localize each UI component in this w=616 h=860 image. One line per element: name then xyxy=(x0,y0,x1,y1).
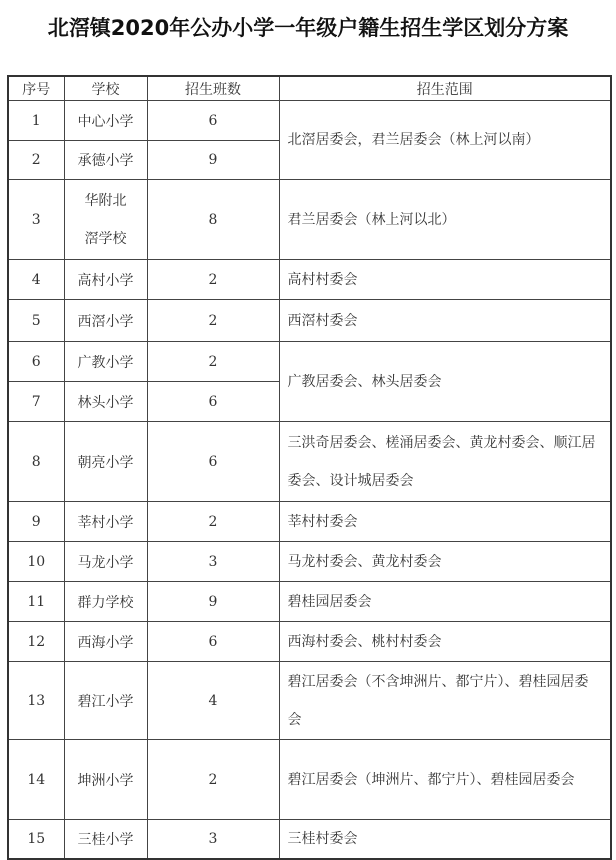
row-school: 马龙小学 xyxy=(64,542,147,582)
row-school: 广教小学 xyxy=(64,342,147,382)
table-row xyxy=(8,542,611,582)
row-no: 4 xyxy=(8,260,64,300)
row-range: 君兰居委会（林上河以北） xyxy=(279,180,611,260)
table-row xyxy=(8,740,611,820)
row-school: 中心小学 xyxy=(64,101,147,141)
row-school: 朝亮小学 xyxy=(64,422,147,502)
row-classes: 2 xyxy=(147,502,279,542)
table-row xyxy=(8,820,611,860)
row-range: 马龙村委会、黄龙村委会 xyxy=(279,542,611,582)
row-classes: 3 xyxy=(147,820,279,860)
row-no: 12 xyxy=(8,622,64,662)
row-range: 莘村村委会 xyxy=(279,502,611,542)
row-range: 西海村委会、桃村村委会 xyxy=(279,622,611,662)
table-row xyxy=(8,662,611,740)
row-no: 14 xyxy=(8,740,64,820)
header-school: 学校 xyxy=(64,76,147,101)
row-range: 碧江居委会（坤洲片、都宁片）、碧桂园居委会 xyxy=(279,740,611,820)
row-range: 北滘居委会，君兰居委会（林上河以南） xyxy=(279,101,611,180)
row-classes: 6 xyxy=(147,382,279,422)
row-classes: 4 xyxy=(147,662,279,740)
row-school: 华附北滘学校 xyxy=(64,180,147,260)
row-classes: 8 xyxy=(147,180,279,260)
table-row xyxy=(8,300,611,342)
row-no: 9 xyxy=(8,502,64,542)
row-school: 承德小学 xyxy=(64,141,147,180)
row-school: 三桂小学 xyxy=(64,820,147,860)
row-no: 8 xyxy=(8,422,64,502)
table-row xyxy=(8,180,611,260)
row-school: 西海小学 xyxy=(64,622,147,662)
document-title: 北滘镇2020年公办小学一年级户籍生招生学区划分方案 xyxy=(47,16,569,40)
row-school: 林头小学 xyxy=(64,382,147,422)
enrollment-table xyxy=(7,75,612,860)
table-row xyxy=(8,101,611,141)
row-no: 13 xyxy=(8,662,64,740)
row-classes: 9 xyxy=(147,582,279,622)
row-range: 西滘村委会 xyxy=(279,300,611,342)
row-classes: 2 xyxy=(147,342,279,382)
row-no: 6 xyxy=(8,342,64,382)
row-classes: 2 xyxy=(147,260,279,300)
row-no: 1 xyxy=(8,101,64,141)
row-range: 碧桂园居委会 xyxy=(279,582,611,622)
table-row xyxy=(8,260,611,300)
row-no: 3 xyxy=(8,180,64,260)
row-range: 广教居委会、林头居委会 xyxy=(279,342,611,422)
header-no: 序号 xyxy=(8,76,64,101)
table-row xyxy=(8,342,611,382)
row-classes: 6 xyxy=(147,422,279,502)
row-classes: 2 xyxy=(147,300,279,342)
table-row xyxy=(8,422,611,502)
row-no: 5 xyxy=(8,300,64,342)
row-range: 三洪奇居委会、槎涌居委会、黄龙村委会、顺江居委会、设计城居委会 xyxy=(279,422,611,502)
row-range: 碧江居委会（不含坤洲片、都宁片）、碧桂园居委会 xyxy=(279,662,611,740)
header-range: 招生范围 xyxy=(279,76,611,101)
row-school: 碧江小学 xyxy=(64,662,147,740)
row-no: 7 xyxy=(8,382,64,422)
header-classes: 招生班数 xyxy=(147,76,279,101)
table-row xyxy=(8,622,611,662)
row-no: 11 xyxy=(8,582,64,622)
row-school: 群力学校 xyxy=(64,582,147,622)
row-classes: 3 xyxy=(147,542,279,582)
row-no: 15 xyxy=(8,820,64,860)
row-school: 高村小学 xyxy=(64,260,147,300)
row-range: 三桂村委会 xyxy=(279,820,611,860)
row-classes: 2 xyxy=(147,740,279,820)
row-classes: 9 xyxy=(147,141,279,180)
row-no: 10 xyxy=(8,542,64,582)
table-header-row xyxy=(8,76,611,101)
row-school: 坤洲小学 xyxy=(64,740,147,820)
row-school: 莘村小学 xyxy=(64,502,147,542)
table-row xyxy=(8,582,611,622)
table-row xyxy=(8,502,611,542)
row-classes: 6 xyxy=(147,622,279,662)
row-no: 2 xyxy=(8,141,64,180)
row-school: 西滘小学 xyxy=(64,300,147,342)
row-range: 高村村委会 xyxy=(279,260,611,300)
row-classes: 6 xyxy=(147,101,279,141)
